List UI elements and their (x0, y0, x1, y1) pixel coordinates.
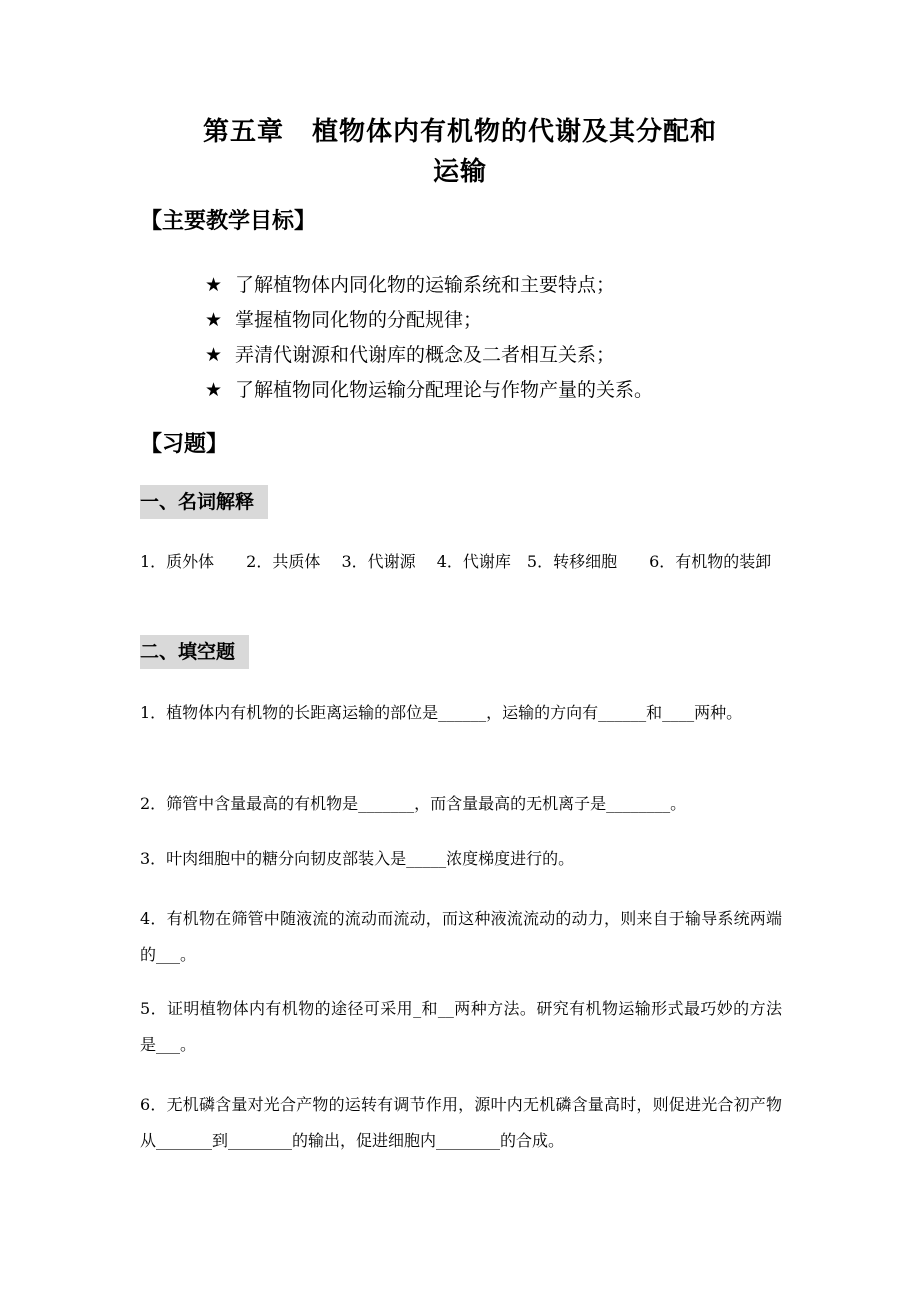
question-5: 5．证明植物体内有机物的途径可采用_和__两种方法。研究有机物运输形式最巧妙的方法是___。 (140, 999, 782, 1054)
star-icon: ★ (205, 274, 223, 296)
objective-item (205, 373, 653, 408)
chapter-number: 第五章 (202, 117, 284, 147)
star-icon: ★ (205, 309, 223, 331)
chapter-title-line1: 植物体内有机物的代谢及其分配和 (312, 117, 718, 147)
chapter-title (120, 112, 800, 192)
question-3: 3．叶肉细胞中的糖分向韧皮部装入是_____浓度梯度进行的。 (140, 849, 575, 868)
question-4: 4．有机物在筛管中随液流的流动而流动，而这种液流流动的动力，则来自于输导系统两端的___。 (140, 909, 782, 964)
star-icon: ★ (205, 379, 223, 401)
objective-item (205, 338, 653, 373)
question-1: 1．植物体内有机物的长距离运输的部位是______，运输的方向有______和____两种。 (140, 703, 743, 722)
section2-heading: 二、填空题 (140, 635, 249, 669)
objective-item (205, 303, 653, 338)
question-6: 6．无机磷含量对光合产物的运转有调节作用，源叶内无机磷含量高时，则促进光合初产物从_______到________的输出，促进细胞内________的合成。 (140, 1095, 782, 1150)
question-2: 2．筛管中含量最高的有机物是_______，而含量最高的无机离子是________。 (140, 794, 687, 813)
terms-list: 1．质外体 2．共质体 3．代谢源 4．代谢库 5．转移细胞 6．有机物的装卸 (140, 552, 772, 571)
star-icon: ★ (205, 344, 223, 366)
objectives-heading: 【主要教学目标】 (140, 209, 317, 234)
chapter-title-line2: 运输 (432, 157, 487, 187)
objective-text: 掌握植物同化物的分配规律； (235, 309, 483, 331)
objectives-list (205, 268, 653, 408)
exercises-heading: 【习题】 (140, 432, 229, 457)
objective-text: 了解植物同化物运输分配理论与作物产量的关系。 (235, 379, 654, 401)
section1-heading: 一、名词解释 (140, 485, 268, 519)
objective-item (205, 268, 653, 303)
objective-text: 了解植物体内同化物的运输系统和主要特点； (235, 274, 616, 296)
objective-text: 弄清代谢源和代谢库的概念及二者相互关系； (235, 344, 616, 366)
